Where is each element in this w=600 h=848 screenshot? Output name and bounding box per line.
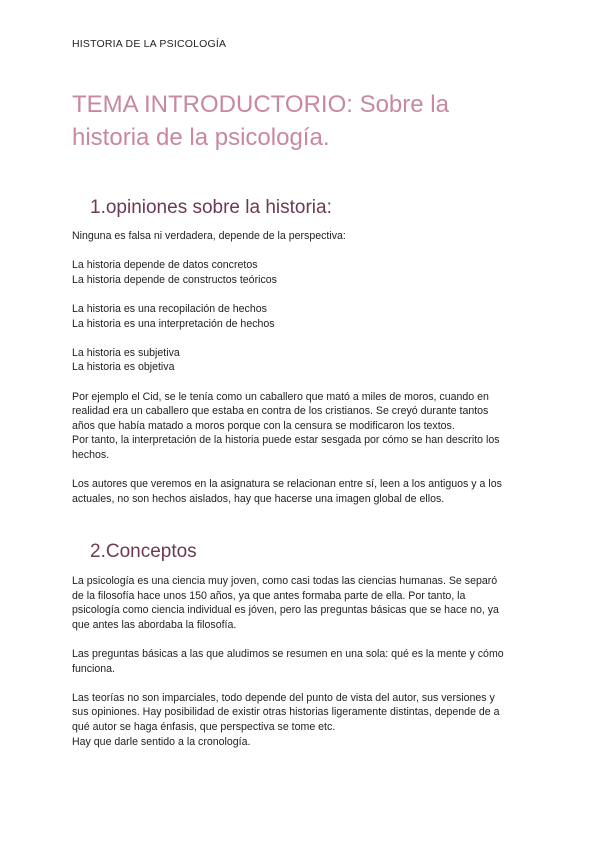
document-title xyxy=(72,88,532,154)
authors-paragraph xyxy=(72,477,527,506)
text-line: La psicología es una ciencia muy joven, como casi todas las ciencias humanas. Se separó xyxy=(72,575,498,587)
cid-paragraph xyxy=(72,390,527,463)
statement: La historia es una interpretación de hechos xyxy=(72,317,275,330)
text-line: sus opiniones. Hay posibilidad de existir otras historias ligeramente distintas, depende de a xyxy=(72,706,500,719)
intro-paragraph: Ninguna es falsa ni verdadera, depende de la perspectiva: xyxy=(72,230,346,242)
text-line: Hay que darle sentido a la cronología. xyxy=(72,735,251,748)
text-line: actuales, no son hechos aislados, hay que hacerse una imagen global de ellos. xyxy=(72,492,445,505)
text-line: años que había matado a moros porque con la censura se modificaron los textos. xyxy=(72,419,455,432)
section-heading-conceptos: 2.Conceptos xyxy=(90,541,197,562)
psychology-paragraph xyxy=(72,574,527,632)
questions-paragraph xyxy=(72,647,527,676)
statement-pair-2 xyxy=(72,302,527,331)
text-line: funciona. xyxy=(72,662,115,675)
statement: La historia es una recopilación de hechos xyxy=(72,302,267,315)
text-line: hechos. xyxy=(72,448,110,461)
section-body-opiniones xyxy=(72,229,527,506)
text-line: psicología como ciencia individual es jóven, pero las preguntas básicas que se hace no, ya xyxy=(72,604,499,617)
section-heading-opiniones: 1.opiniones sobre la historia: xyxy=(90,197,332,218)
section-body-conceptos xyxy=(72,574,527,749)
running-header: HISTORIA DE LA PSICOLOGÍA xyxy=(72,38,227,50)
statement: La historia es subjetiva xyxy=(72,346,180,359)
text-line: Las preguntas básicas a las que aludimos se resumen en una sola: qué es la mente y cómo xyxy=(72,647,504,660)
text-line: Por tanto, la interpretación de la historia puede estar sesgada por cómo se han descrito los xyxy=(72,434,500,447)
statement: La historia es objetiva xyxy=(72,361,175,374)
text-line: de la filosofía hace unos 150 años, ya que antes formaba parte de ella. Por tanto, la xyxy=(72,589,466,602)
text-line: Los autores que veremos en la asignatura se relacionan entre sí, leen a los antiguos y a los xyxy=(72,478,502,491)
text-line: qué autor se haga énfasis, que perspectiva se tome etc. xyxy=(72,720,336,733)
statement: La historia depende de constructos teóricos xyxy=(72,273,277,286)
statement-pair-3 xyxy=(72,346,527,375)
text-line: que antes las abordaba la filosofía. xyxy=(72,618,237,631)
theories-paragraph xyxy=(72,691,527,749)
statement: La historia depende de datos concretos xyxy=(72,259,258,272)
text-line: Por ejemplo el Cid, se le tenía como un caballero que mató a miles de moros, cuando en xyxy=(72,390,489,403)
title-line-2: historia de la psicología. xyxy=(72,124,330,151)
text-line: Las teorías no son imparciales, todo depende del punto de vista del autor, sus versiones y xyxy=(72,691,495,704)
title-line-1: TEMA INTRODUCTORIO: Sobre la xyxy=(72,91,449,118)
text-line: realidad era un caballero que estaba en contra de los cristianos. Se creyó durante tantos xyxy=(72,405,489,418)
statement-pair-1 xyxy=(72,258,527,287)
